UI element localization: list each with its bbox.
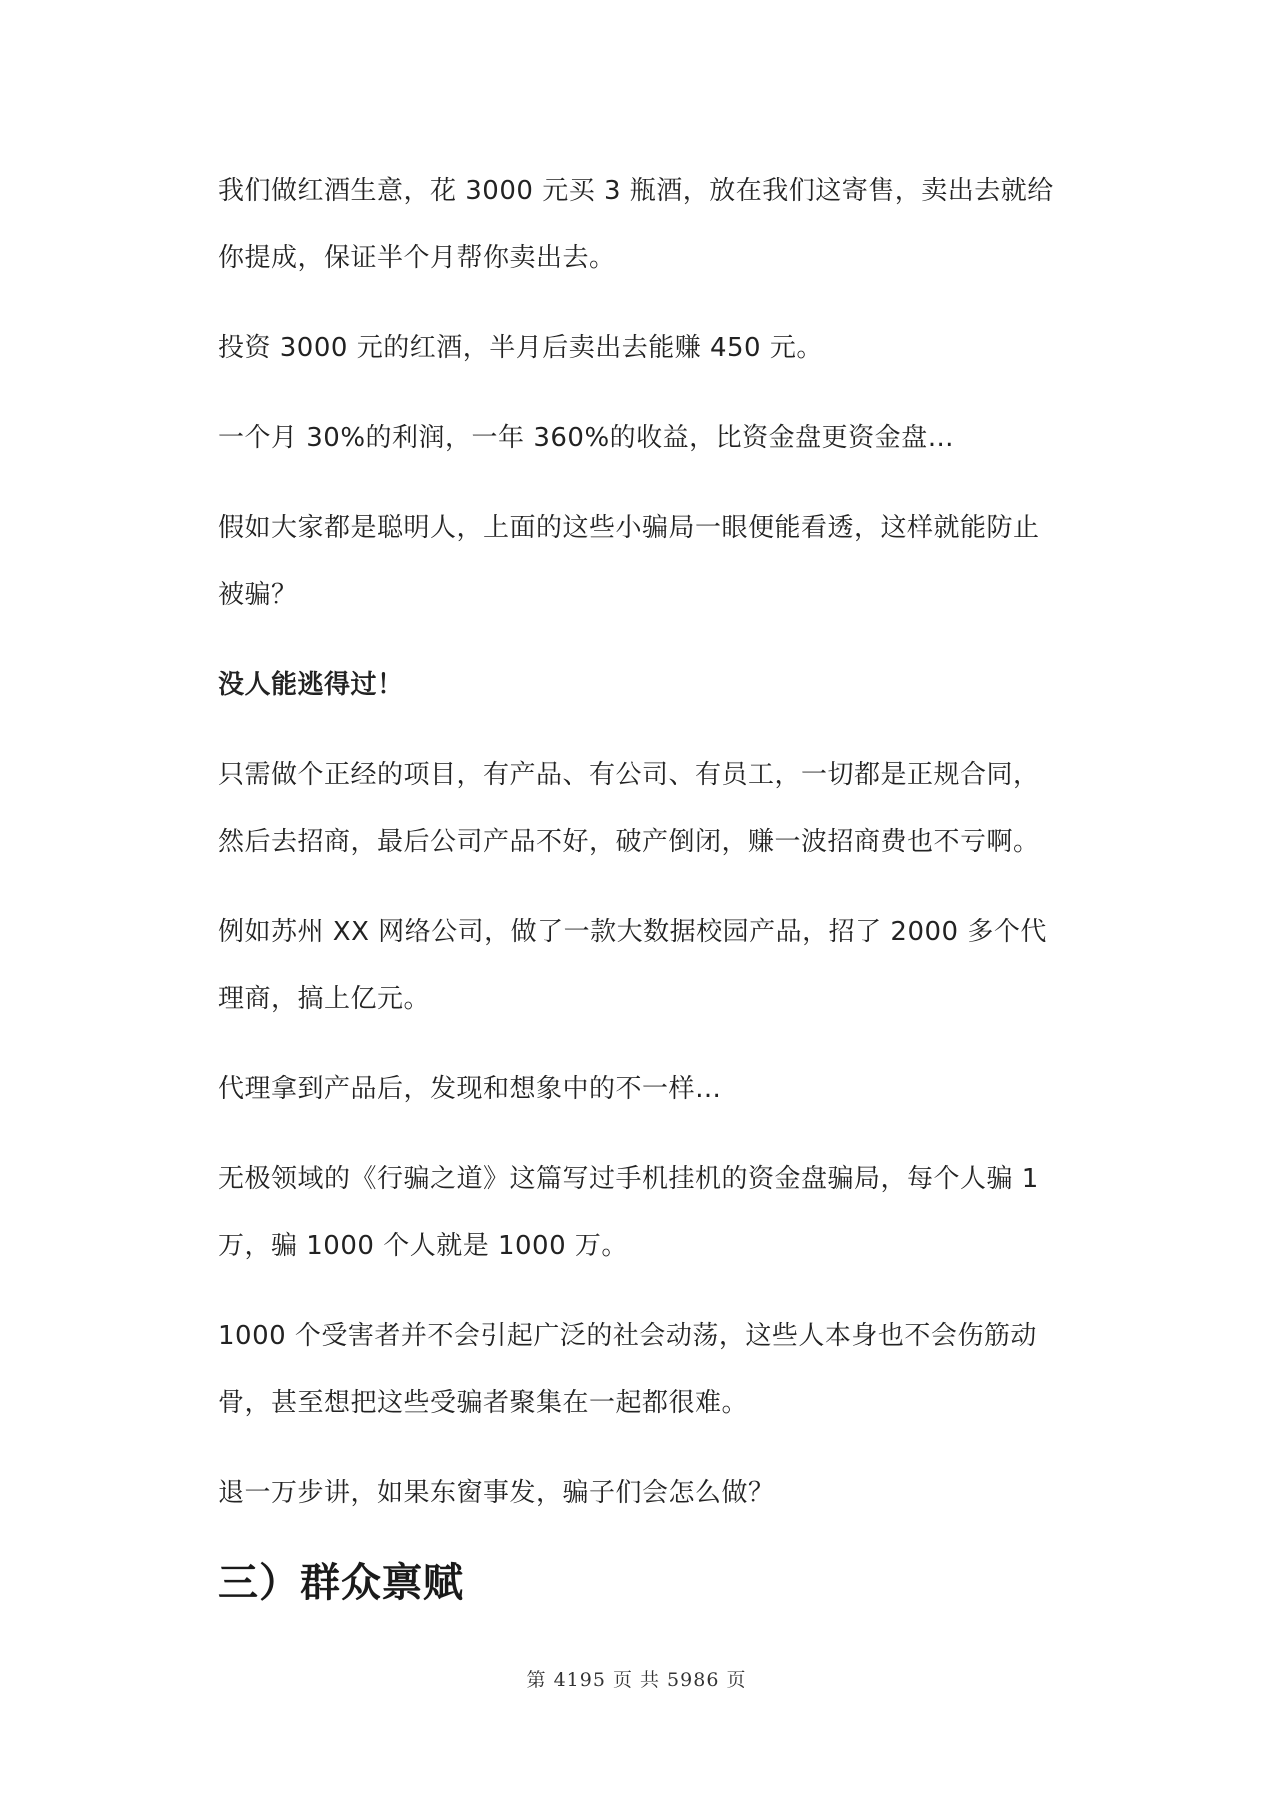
section-heading: 三）群众禀赋 [218,1560,464,1606]
paragraph-legit-project: 只需做个正经的项目，有产品、有公司、有员工，一切都是正规合同，然后去招商，最后公司产品不好，破产倒闭，赚一波招商费也不亏啊。 [218,760,1040,857]
paragraph-victims: 1000 个受害者并不会引起广泛的社会动荡，这些人本身也不会伤筋动骨，甚至想把这些受骗者聚集在一起都很难。 [218,1321,1037,1418]
page-number-footer: 第 4195 页 共 5986 页 [526,1669,747,1691]
paragraph-step-back: 退一万步讲，如果东窗事发，骗子们会怎么做？ [218,1478,775,1508]
paragraph-wine-consignment: 我们做红酒生意，花 3000 元买 3 瓶酒，放在我们这寄售，卖出去就给你提成，保证半个月帮你卖出去。 [218,176,1054,273]
paragraph-smart-people: 假如大家都是聪明人，上面的这些小骗局一眼便能看透，这样就能防止被骗？ [218,513,1040,610]
paragraph-monthly-profit: 一个月 30%的利润，一年 360%的收益，比资金盘更资金盘… [218,423,955,453]
paragraph-agents-discover: 代理拿到产品后，发现和想象中的不一样… [218,1074,722,1104]
paragraph-wine-investment: 投资 3000 元的红酒，半月后卖出去能赚 450 元。 [218,333,823,363]
paragraph-article-reference: 无极领域的《行骗之道》这篇写过手机挂机的资金盘骗局，每个人骗 1 万，骗 1000 个人就是 1000 万。 [218,1164,1039,1261]
paragraph-suzhou-example: 例如苏州 XX 网络公司，做了一款大数据校园产品，招了 2000 多个代理商，搞上亿元。 [218,917,1047,1014]
document-body [218,158,1063,1617]
paragraph-no-escape: 没人能逃得过！ [218,670,404,700]
